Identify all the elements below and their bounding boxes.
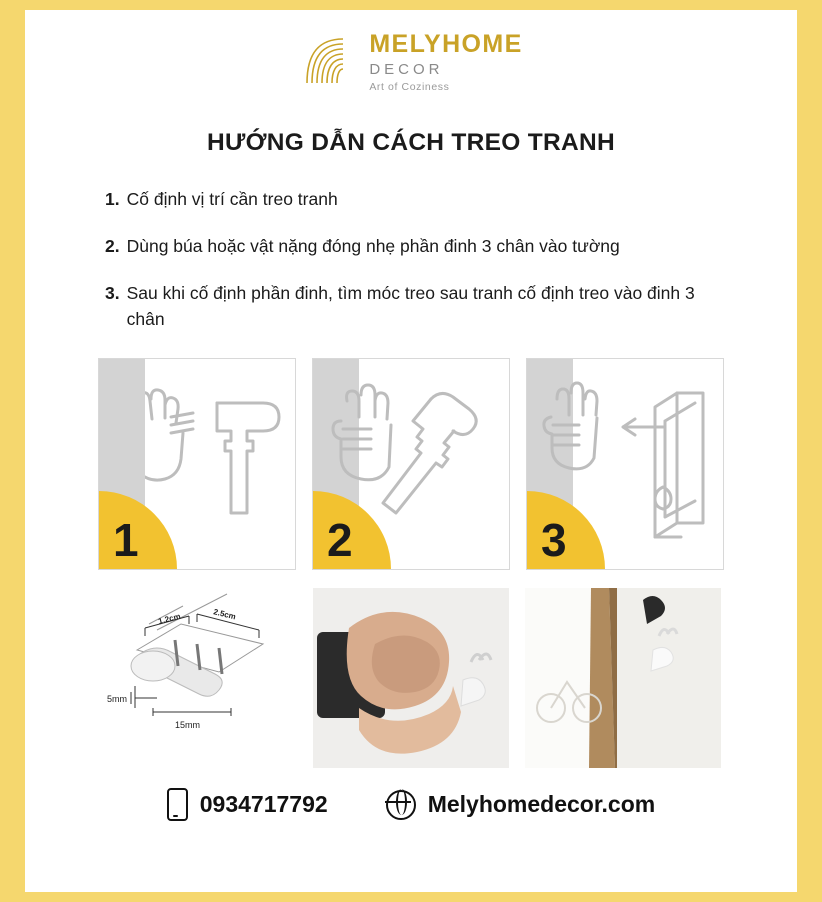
- list-item: [105, 234, 797, 259]
- website-url: Melyhomedecor.com: [427, 791, 656, 817]
- globe-icon: [386, 790, 416, 820]
- list-item: [105, 187, 797, 212]
- hook-dimension-diagram: [101, 588, 297, 768]
- website-contact[interactable]: [386, 790, 656, 820]
- phone-contact[interactable]: [167, 788, 328, 821]
- svg-text:15mm: 15mm: [175, 720, 201, 730]
- step-text: Dùng búa hoặc vật nặng đóng nhẹ phần đinh 3 chân vào tường: [126, 235, 620, 256]
- panel-number: 1: [113, 514, 139, 566]
- phone-number: 0934717792: [199, 791, 328, 817]
- step-text: Cố định vị trí cần treo tranh: [126, 188, 338, 209]
- contact-footer: [25, 788, 797, 821]
- panel-number: 3: [541, 514, 567, 566]
- instruction-steps: [105, 187, 797, 333]
- poster-frame: [25, 10, 797, 892]
- panel-number: 2: [327, 514, 353, 566]
- svg-text:5mm: 5mm: [107, 694, 127, 704]
- photo-row: [25, 588, 797, 768]
- panel-step-1: [98, 358, 296, 570]
- panel-step-2: [312, 358, 510, 570]
- svg-text:1.2cm: 1.2cm: [157, 611, 182, 626]
- mobile-phone-icon: [167, 788, 188, 821]
- step-number: 1.: [105, 188, 120, 209]
- hand-hammering-photo: [313, 588, 509, 768]
- brand-header: [25, 10, 797, 93]
- fan-lines-logo-icon: [299, 33, 355, 91]
- brand-tagline: Art of Coziness: [369, 81, 450, 93]
- brand-sub: DECOR: [369, 61, 444, 78]
- list-item: [105, 281, 797, 332]
- panel-step-3: [526, 358, 724, 570]
- step-text: Sau khi cố định phần đinh, tìm móc treo sau tranh cố định treo vào đinh 3 chân: [126, 283, 695, 329]
- illustration-panels: [25, 358, 797, 570]
- step-number: 3.: [105, 283, 120, 304]
- brand-name: MELYHOME: [369, 30, 523, 58]
- page-title: HƯỚNG DẪN CÁCH TREO TRANH: [206, 128, 616, 156]
- step-number: 2.: [105, 235, 120, 256]
- svg-text:2.5cm: 2.5cm: [212, 607, 237, 622]
- frame-on-wall-photo: [525, 588, 721, 768]
